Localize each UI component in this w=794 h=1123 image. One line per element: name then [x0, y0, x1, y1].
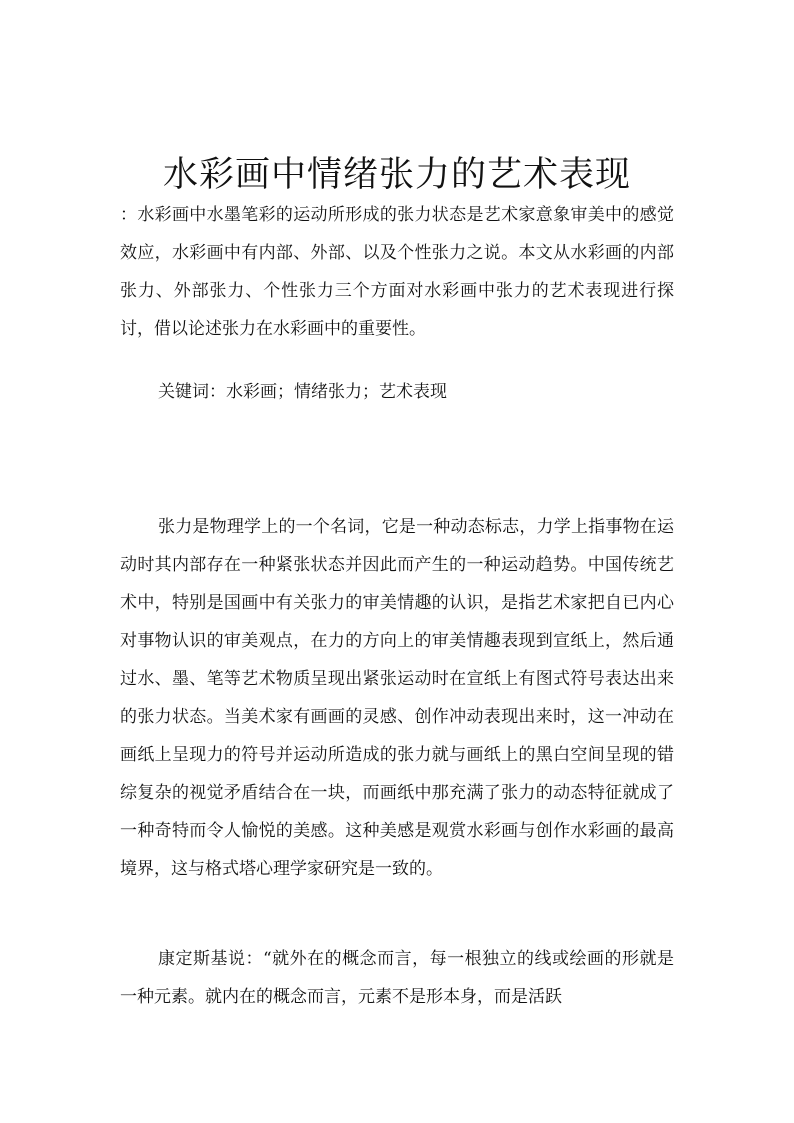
- body-paragraph: 康定斯基说：“就外在的概念而言，每一根独立的线或绘画的形就是一种元素。就内在的概念而言，元素不是形本身，而是活跃: [120, 949, 674, 1007]
- abstract-paragraph: ：水彩画中水墨笔彩的运动所形成的张力状态是艺术家意象审美中的感觉效应，水彩画中有内部、外部、以及个性张力之说。本文从水彩画的内部张力、外部张力、个性张力三个方面对水彩画中张力的艺术表现进行探讨，借以论述张力在水彩画中的重要性。: [120, 205, 674, 339]
- document-title: 水彩画中情绪张力的艺术表现: [162, 155, 631, 196]
- keywords-line: 关键词：水彩画；情绪张力；艺术表现: [158, 382, 447, 402]
- body-paragraph: 张力是物理学上的一个名词，它是一种动态标志，力学上指事物在运动时其内部存在一种紧张状态并因此而产生的一种运动趋势。中国传统艺术中，特别是国画中有关张力的审美情趣的认识，是指艺术家把自已内心对事物认识的审美观点，在力的方向上的审美情趣表现到宣纸上，然后通过水、墨、笔等艺术物质呈现出紧张运动时在宣纸上有图式符号表达出来的张力状态。当美术家有画画的灵感、创作冲动表现出来时，这一冲动在画纸上呈现力的符号并运动所造成的张力就与画纸上的黑白空间呈现的错综复杂的视觉矛盾结合在一块，而画纸中那充满了张力的动态特征就成了一种奇特而令人愉悦的美感。这种美感是观赏水彩画与创作水彩画的最高境界，这与格式塔心理学家研究是一致的。: [120, 517, 674, 879]
